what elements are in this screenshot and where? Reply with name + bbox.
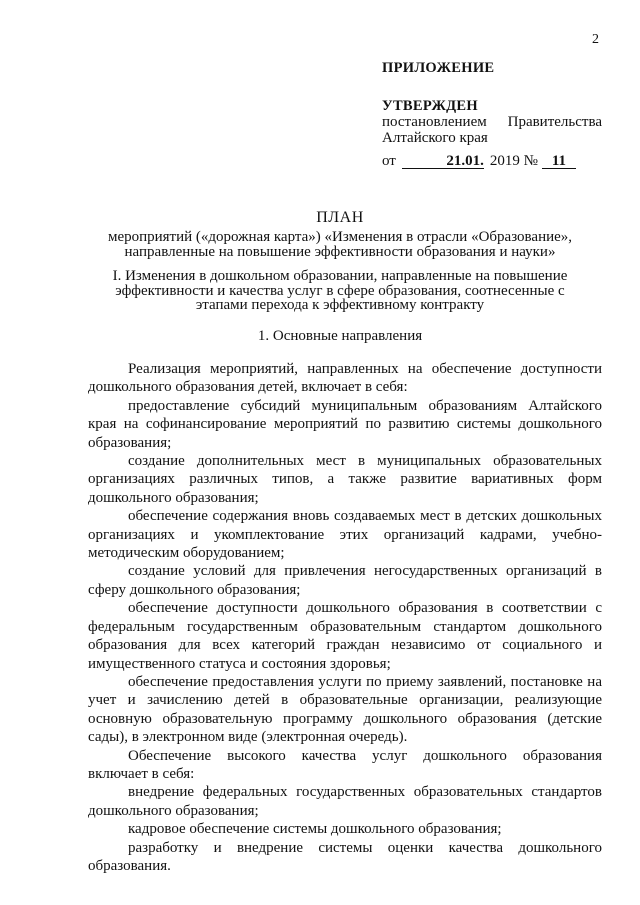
paragraph: предоставление субсидий муниципальным образованиям Алтайского края на софинансирование мероприятий по развитию системы дошкольного образования; bbox=[88, 397, 602, 451]
approval-date: 21.01. bbox=[402, 154, 484, 169]
paragraph: обеспечение доступности дошкольного образования в соответствии с федеральным государственным образовательным стандартом дошкольного образования для всех категорий граждан независимо от социального и имущественного статуса и состояния здоровья; bbox=[88, 600, 602, 672]
section-line-1: I. Изменения в дошкольном образовании, направленные на повышение bbox=[112, 268, 568, 284]
paragraph: разработку и внедрение системы оценки качества дошкольного образования. bbox=[88, 839, 602, 874]
section-line-3: этапами перехода к эффективному контракту bbox=[195, 297, 485, 313]
paragraph: обеспечение предоставления услуги по приему заявлений, постановке на учет и зачислению детей в образовательные организации, реализующие основную образовательную программу дошкольного образования (детские сады), в электронном виде (электронная очередь). bbox=[88, 673, 602, 746]
approved-label: УТВЕРЖДЕН bbox=[382, 98, 478, 114]
section-line-2: эффективности и качества услуг в сфере образования, соотнесенные с bbox=[115, 282, 565, 299]
date-prefix: от bbox=[382, 153, 396, 169]
paragraph: внедрение федеральных государственных образовательных стандартов дошкольного образования; bbox=[88, 784, 602, 819]
paragraph: кадровое обеспечение системы дошкольного образования; bbox=[128, 821, 502, 838]
subtitle-line-1: мероприятий («дорожная карта») «Изменения в отрасли «Образование», bbox=[107, 229, 573, 245]
document-body bbox=[88, 360, 602, 875]
subsection-heading: 1. Основные направления bbox=[257, 328, 423, 344]
approval-line-1: постановлением Правительства bbox=[382, 114, 602, 130]
approval-line-2: Алтайского края bbox=[382, 130, 488, 146]
approval-date-line bbox=[382, 153, 602, 169]
paragraph: создание дополнительных мест в муниципальных образовательных организациях различных типов, а также развитие вариативных форм дошкольного образования; bbox=[88, 453, 602, 506]
paragraph: обеспечение содержания вновь создаваемых мест в детских дошкольных организациях и укомплектование этих организаций кадрами, учебно-методическим оборудованием; bbox=[88, 508, 602, 562]
subtitle-line-2: направленные на повышение эффективности образования и науки» bbox=[124, 243, 556, 260]
document-title: ПЛАН bbox=[316, 209, 364, 226]
appendix-label: ПРИЛОЖЕНИЕ bbox=[382, 60, 495, 76]
approval-year: 2019 № bbox=[489, 153, 538, 169]
paragraph: создание условий для привлечения негосударственных организаций в сферу дошкольного образования; bbox=[88, 563, 602, 598]
paragraph: Реализация мероприятий, направленных на обеспечение доступности дошкольного образования детей, включает в себя: bbox=[88, 361, 602, 396]
paragraph: Обеспечение высокого качества услуг дошкольного образования включает в себя: bbox=[88, 747, 602, 782]
section-heading bbox=[90, 269, 590, 313]
approval-number: 11 bbox=[542, 154, 576, 169]
approval-block bbox=[382, 60, 602, 169]
page-number: 2 bbox=[592, 32, 599, 47]
document-subtitle bbox=[90, 230, 590, 259]
